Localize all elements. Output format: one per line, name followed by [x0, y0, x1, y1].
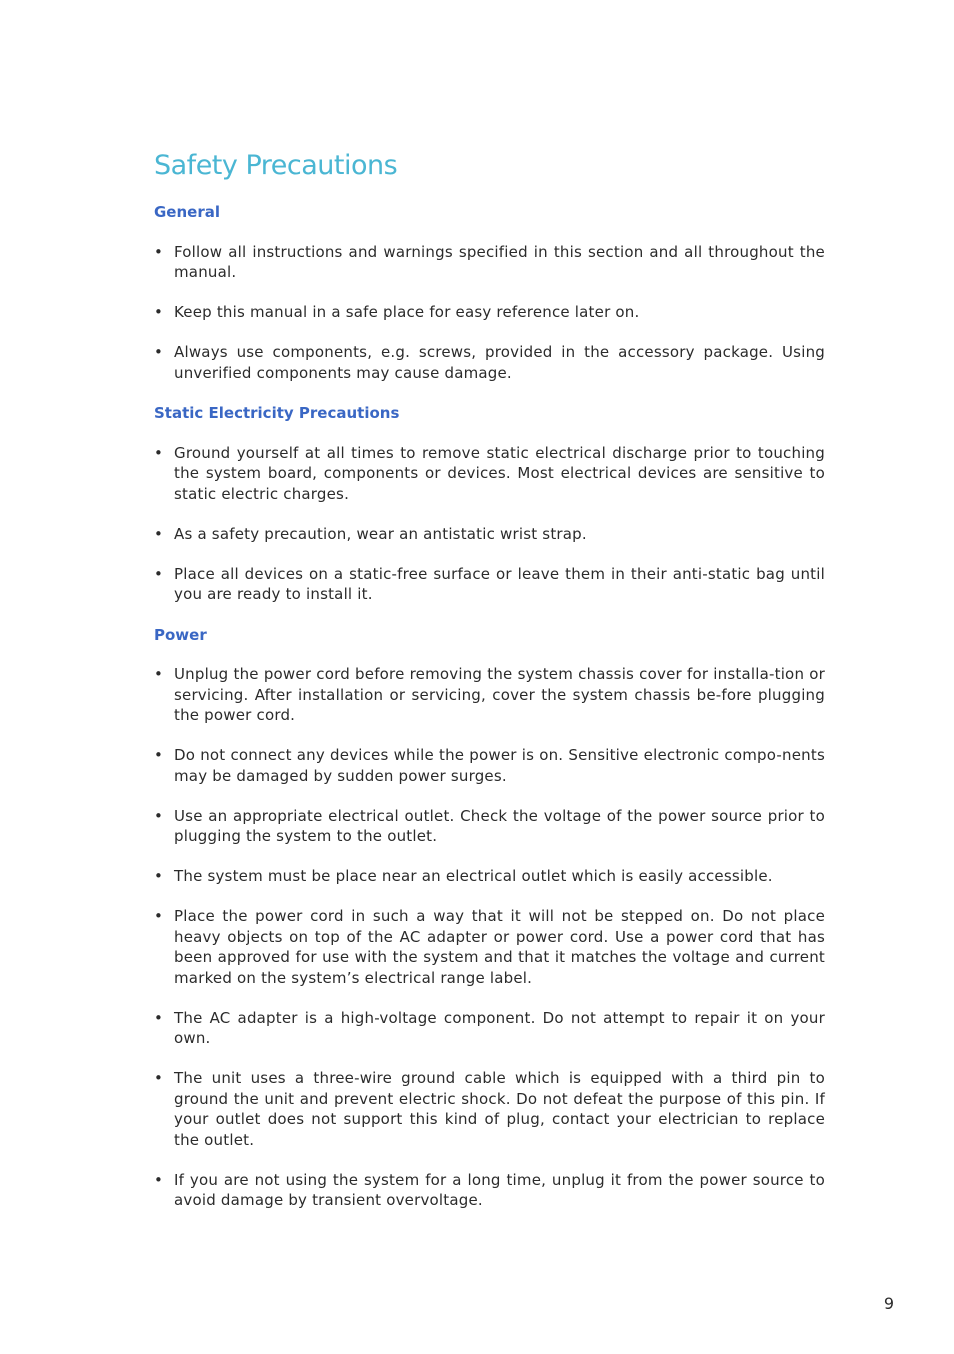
bullet-icon: •	[154, 665, 164, 683]
list-item	[154, 342, 825, 383]
list-item-text: Ground yourself at all times to remove static electrical discharge prior to touching the system board, components or devices. Most electrical devices are sensitive to static electric charges.	[174, 443, 825, 503]
section-heading-general: General	[154, 203, 220, 221]
list-item-text: Unplug the power cord before removing the system chassis cover for installa-tion or servicing. After installation or servicing, cover the system chassis be-fore plugging the power cord.	[174, 665, 825, 724]
list-item-text: Place all devices on a static-free surface or leave them in their anti-static bag until you are ready to install it.	[174, 564, 825, 603]
list-item	[154, 745, 825, 786]
bullet-icon: •	[154, 746, 164, 764]
list-item-text: Follow all instructions and warnings specified in this section and all throughout the manual.	[174, 242, 825, 281]
list-item	[154, 302, 825, 323]
section-general	[154, 202, 825, 383]
bullet-icon: •	[154, 867, 164, 885]
list-item-text: Keep this manual in a safe place for easy reference later on.	[174, 303, 640, 321]
section-heading-power: Power	[154, 625, 207, 644]
bullet-icon: •	[154, 242, 164, 261]
bullet-icon: •	[154, 806, 164, 825]
bullet-list-static-electricity	[154, 443, 825, 605]
list-item	[154, 443, 825, 505]
list-item	[154, 524, 825, 545]
section-heading-static-electricity: Static Electricity Precautions	[154, 404, 400, 422]
bullet-icon: •	[154, 1008, 164, 1027]
list-item	[154, 1008, 825, 1049]
list-item-text: As a safety precaution, wear an antistatic wrist strap.	[174, 524, 587, 543]
list-item	[154, 1170, 825, 1211]
section-static-electricity	[154, 403, 825, 605]
list-item-text: Place the power cord in such a way that it will not be stepped on. Do not place heavy objects on top of the AC adapter or power cord. Use a power cord that has been approved for use with the system and that it matches the voltage and current marked on the system’s electrical range label.	[174, 907, 825, 987]
bullet-icon: •	[154, 524, 164, 543]
list-item	[154, 1068, 825, 1150]
section-power	[154, 625, 825, 1211]
list-item	[154, 806, 825, 847]
bullet-list-general	[154, 242, 825, 384]
list-item	[154, 866, 825, 887]
bullet-icon: •	[154, 443, 164, 462]
bullet-icon: •	[154, 1069, 164, 1087]
list-item	[154, 906, 825, 988]
list-item	[154, 564, 825, 605]
bullet-icon: •	[154, 1170, 164, 1189]
list-item	[154, 664, 825, 726]
bullet-icon: •	[154, 564, 164, 583]
list-item-text: Always use components, e.g. screws, provided in the accessory package. Using unverified components may cause damage.	[174, 343, 825, 382]
list-item-text: If you are not using the system for a long time, unplug it from the power source to avoid damage by transient overvoltage.	[174, 1170, 825, 1209]
page-title: Safety Precautions	[154, 150, 398, 181]
bullet-list-power	[154, 664, 825, 1211]
list-item-text: Use an appropriate electrical outlet. Check the voltage of the power source prior to plugging the system to the outlet.	[174, 806, 825, 845]
bullet-icon: •	[154, 907, 164, 925]
bullet-icon: •	[154, 303, 164, 321]
list-item-text: The AC adapter is a high-voltage component. Do not attempt to repair it on your own.	[174, 1008, 825, 1047]
list-item-text: Do not connect any devices while the power is on. Sensitive electronic compo-nents may be damaged by sudden power surges.	[174, 746, 825, 785]
document-page	[154, 140, 825, 1211]
bullet-icon: •	[154, 343, 164, 361]
page-number: 9	[883, 1294, 894, 1313]
list-item-text: The unit uses a three-wire ground cable which is equipped with a third pin to ground the unit and prevent electric shock. Do not defeat the purpose of this pin. If your outlet does not support this kind of plug, contact your electrician to replace the outlet.	[174, 1069, 825, 1149]
list-item-text: The system must be place near an electrical outlet which is easily accessible.	[174, 867, 773, 885]
list-item	[154, 242, 825, 283]
